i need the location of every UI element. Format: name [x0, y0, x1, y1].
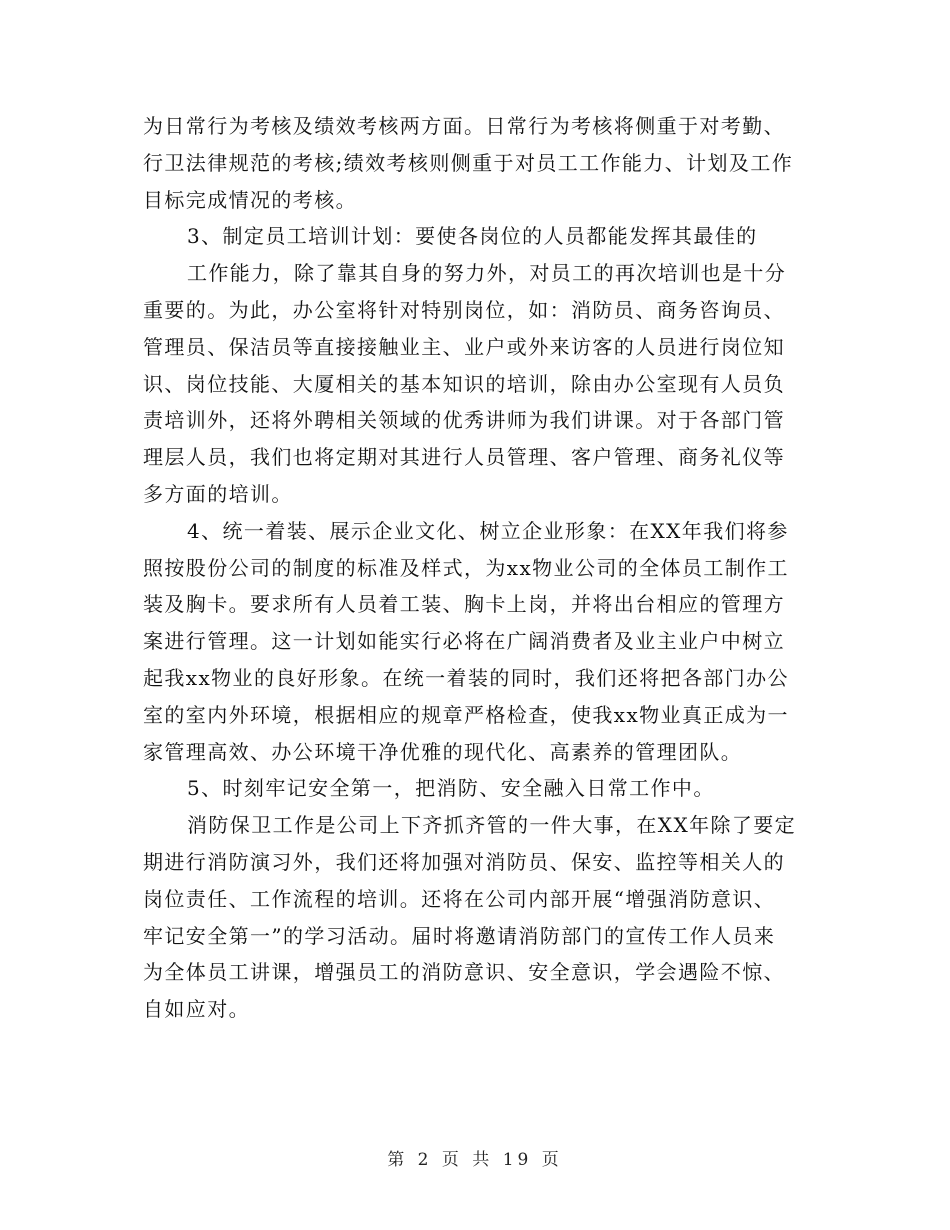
text-line: 重要的。为此，办公室将针对特别岗位，如：消防员、商务咨询员、: [143, 297, 785, 322]
text-line: 期进行消防演习外，我们还将加强对消防员、保安、监控等相关人的: [143, 849, 785, 874]
text-line: 3、制定员工培训计划：要使各岗位的人员都能发挥其最佳的: [187, 224, 758, 249]
text-line: 装及胸卡。要求所有人员着工装、胸卡上岗，并将出台相应的管理方: [143, 592, 785, 617]
text-line: 岗位责任、工作流程的培训。还将在公司内部开展“增强消防意识、: [143, 886, 776, 911]
paragraph-training-plan: [143, 255, 803, 513]
text-line: 照按股份公司的制度的标准及样式，为xx物业公司的全体员工制作工: [143, 555, 789, 580]
page-footer: [0, 1145, 950, 1170]
text-line: 多方面的培训。: [143, 481, 293, 506]
text-line: 室的室内外环境，根据相应的规章严格检查，使我xx物业真正成为一: [143, 702, 789, 727]
text-line: 行卫法律规范的考核;绩效考核则侧重于对员工工作能力、计划及工作: [143, 150, 794, 175]
paragraph-fire-safety: [143, 807, 803, 1028]
text-line: 识、岗位技能、大厦相关的基本知识的培训，除由办公室现有人员负: [143, 371, 785, 396]
paragraph-evaluation-summary: [143, 108, 803, 218]
document-body: [143, 108, 803, 1028]
text-line: 工作能力，除了靠其自身的努力外，对员工的再次培训也是十分: [187, 261, 787, 286]
text-line: 理层人员，我们也将定期对其进行人员管理、客户管理、商务礼仪等: [143, 445, 785, 470]
paragraph-uniform-image: [143, 513, 803, 771]
paragraph-safety-heading: [143, 770, 803, 807]
text-line: 家管理高效、办公环境干净优雅的现代化、高素养的管理团队。: [143, 739, 743, 764]
page-number-label: 第 2 页 共 19 页: [387, 1150, 563, 1170]
text-line: 案进行管理。这一计划如能实行必将在广阔消费者及业主业户中树立: [143, 629, 785, 654]
text-line: 4、统一着装、展示企业文化、树立企业形象：在XX年我们将参: [187, 518, 789, 543]
text-line: 牢记安全第一”的学习活动。届时将邀请消防部门的宣传工作人员来: [143, 923, 776, 948]
text-line: 消防保卫工作是公司上下齐抓齐管的一件大事，在XX年除了要定: [187, 813, 797, 838]
text-line: 为日常行为考核及绩效考核两方面。日常行为考核将侧重于对考勤、: [143, 114, 785, 138]
text-line: 5、时刻牢记安全第一，把消防、安全融入日常工作中。: [187, 776, 715, 801]
text-line: 目标完成情况的考核。: [143, 187, 357, 212]
text-line: 自如应对。: [143, 997, 250, 1022]
text-line: 为全体员工讲课，增强员工的消防意识、安全意识，学会遇险不惊、: [143, 960, 785, 985]
text-line: 责培训外，还将外聘相关领域的优秀讲师为我们讲课。对于各部门管: [143, 408, 785, 433]
paragraph-training-heading: [143, 218, 803, 255]
text-line: 管理员、保洁员等直接接触业主、业户或外来访客的人员进行岗位知: [143, 334, 785, 359]
text-line: 起我xx物业的良好形象。在统一着装的同时，我们还将把各部门办公: [143, 665, 789, 690]
